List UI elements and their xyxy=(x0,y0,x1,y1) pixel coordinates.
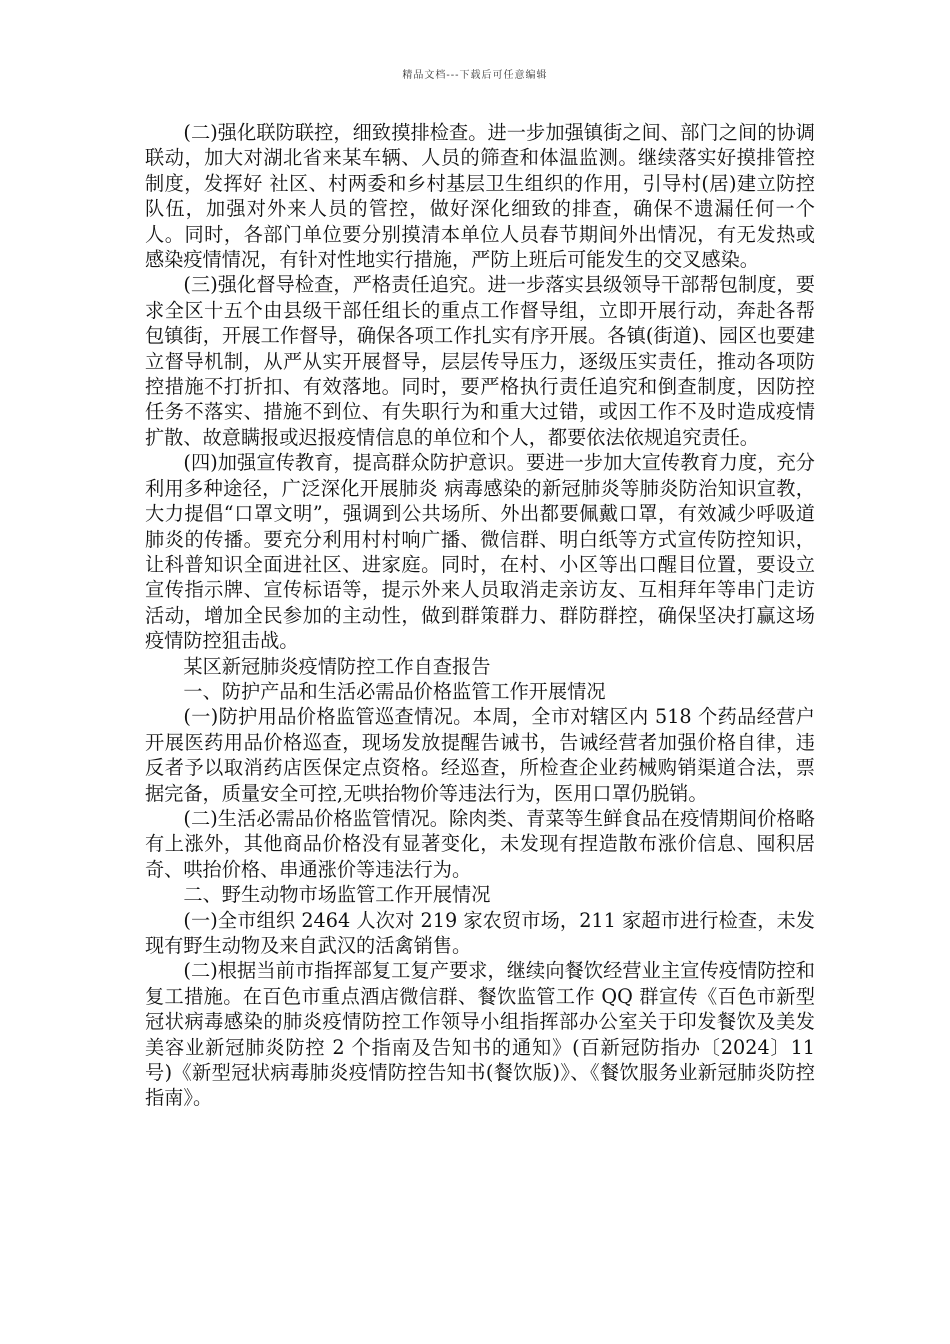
paragraph: (三)强化督导检查，严格责任追究。进一步落实县级领导干部帮包制度，要求全区十五个由县级干部任组长的重点工作督导组，立即开展行动，奔赴各帮包镇街，开展工作督导，确保各项工作扎实有序开展。各镇(街道)、园区也要建立督导机制，从严从实开展督导，层层传导压力，逐级压实责任，推动各项防控措施不打折扣、有效落地。同时，要严格执行责任追究和倒查制度，因防控任务不落实、措施不到位、有失职行为和重大过错，或因工作不及时造成疫情扩散、故意瞒报或迟报疫情信息的单位和个人，都要依法依规追究责任。 xyxy=(145,273,815,449)
paragraph: (四)加强宣传教育，提高群众防护意识。要进一步加大宣传教育力度，充分利用多种途径，广泛深化开展肺炎 病毒感染的新冠肺炎等肺炎防治知识宣教，大力提倡“口罩文明”，强调到公共场所、外出都要佩戴口罩，有效减少呼吸道肺炎的传播。要充分利用村村响广播、微信群、明白纸等方式宣传防控知识，让科普知识全面进社区、进家庭。同时，在村、小区等出口醒目位置，要设立宣传指示牌、宣传标语等，提示外来人员取消走亲访友、互相拜年等串门走访活动，增加全民参加的主动性，做到群策群力、群防群控，确保坚决打赢这场疫情防控狙击战。 xyxy=(145,451,815,653)
report-title: 某区新冠肺炎疫情防控工作自查报告 xyxy=(183,654,491,678)
document-body xyxy=(145,120,815,1111)
section-heading: 一、防护产品和生活必需品价格监管工作开展情况 xyxy=(183,679,606,703)
section-heading: 二、野生动物市场监管工作开展情况 xyxy=(183,883,491,907)
paragraph: (一)防护用品价格监管巡查情况。本周，全市对辖区内 518 个药品经营户开展医药用品价格巡查，现场发放提醒告诫书，告诫经营者加强价格自律，违反者予以取消药店医保定点资格。经巡查，所检查企业药械购销渠道合法，票据完备，质量安全可控,无哄抬物价等违法行为，医用口罩仍脱销。 xyxy=(145,705,815,805)
paragraph: (一)全市组织 2464 人次对 219 家农贸市场，211 家超市进行检查，未发现有野生动物及来自武汉的活禽销售。 xyxy=(145,908,815,957)
paragraph: (二)根据当前市指挥部复工复产要求，继续向餐饮经营业主宣传疫情防控和复工措施。在百色市重点酒店微信群、餐饮监管工作 QQ 群宣传《百色市新型冠状病毒感染的肺炎疫情防控工作领导小组指挥部办公室关于印发餐饮及美发美容业新冠肺炎防控 2 个指南及告知书的通知》(百新冠防指办〔2024〕11 号)《新型冠状病毒肺炎疫情防控告知书(餐饮版)》、《餐饮服务业新冠肺炎防控指南》。 xyxy=(145,959,815,1110)
page-header: 精品文档---下载后可任意编辑 xyxy=(402,70,548,81)
paragraph: (二)生活必需品价格监管情况。除肉类、青菜等生鲜食品在疫情期间价格略有上涨外，其他商品价格没有显著变化，未发现有捏造散布涨价信息、囤积居奇、哄抬价格、串通涨价等违法行为。 xyxy=(145,806,815,881)
paragraph: (二)强化联防联控，细致摸排检查。进一步加强镇街之间、部门之间的协调联动，加大对湖北省来某车辆、人员的筛查和体温监测。继续落实好摸排管控制度，发挥好 社区、村两委和乡村基层卫生组织的作用，引导村(居)建立防控队伍，加强对外来人员的管控，做好深化细致的排查，确保不遗漏任何一个人。同时，各部门单位要分别摸清本单位人员春节期间外出情况，有无发热或感染疫情情况，有针对性地实行措施，严防上班后可能发生的交叉感染。 xyxy=(145,121,815,272)
